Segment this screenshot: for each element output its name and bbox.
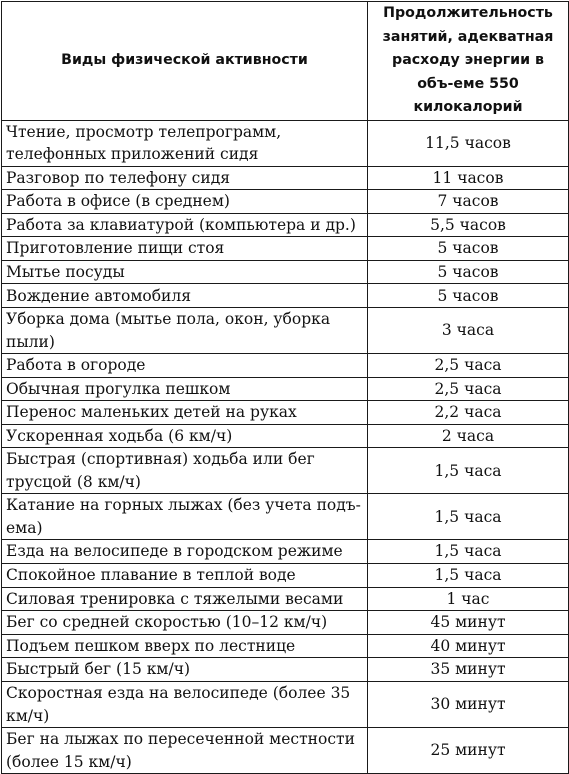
table-row bbox=[2, 682, 569, 728]
duration-cell: 2 часа bbox=[368, 424, 569, 448]
activity-cell: Быстрый бег (15 км/ч) bbox=[2, 658, 368, 682]
duration-cell: 1,5 часа bbox=[368, 494, 569, 540]
table-row bbox=[2, 448, 569, 494]
activity-cell: Катание на горных лыжах (без учета подъ-ема) bbox=[2, 494, 368, 540]
duration-cell: 1,5 часа bbox=[368, 540, 569, 564]
table-row bbox=[2, 494, 569, 540]
table-row bbox=[2, 424, 569, 448]
activity-cell: Ускоренная ходьба (6 км/ч) bbox=[2, 424, 368, 448]
table-row bbox=[2, 658, 569, 682]
table-row bbox=[2, 213, 569, 237]
table-row bbox=[2, 308, 569, 354]
duration-cell: 5 часов bbox=[368, 260, 569, 284]
duration-cell: 25 минут bbox=[368, 728, 569, 774]
activity-cell: Быстрая (спортивная) ходьба или бег трусцой (8 км/ч) bbox=[2, 448, 368, 494]
activity-cell: Силовая тренировка с тяжелыми весами bbox=[2, 587, 368, 611]
table-row bbox=[2, 564, 569, 588]
duration-cell: 30 минут bbox=[368, 682, 569, 728]
table-row bbox=[2, 166, 569, 190]
activity-cell: Уборка дома (мытье пола, окон, уборка пыли) bbox=[2, 308, 368, 354]
duration-cell: 35 минут bbox=[368, 658, 569, 682]
activity-cell: Спокойное плавание в теплой воде bbox=[2, 564, 368, 588]
activity-cell: Приготовление пищи стоя bbox=[2, 237, 368, 261]
activity-cell: Работа в огороде bbox=[2, 354, 368, 378]
header-duration: Продолжительность занятий, адекватная расходу энергии в объ-еме 550 килокалорий bbox=[368, 2, 569, 121]
activity-cell: Бег со средней скоростью (10–12 км/ч) bbox=[2, 611, 368, 635]
table-row bbox=[2, 634, 569, 658]
activity-cell: Разговор по телефону сидя bbox=[2, 166, 368, 190]
table-row bbox=[2, 260, 569, 284]
activity-energy-table bbox=[1, 1, 569, 774]
duration-cell: 3 часа bbox=[368, 308, 569, 354]
activity-cell: Езда на велосипеде в городском режиме bbox=[2, 540, 368, 564]
duration-cell: 7 часов bbox=[368, 190, 569, 214]
duration-cell: 1,5 часа bbox=[368, 564, 569, 588]
duration-cell: 5,5 часов bbox=[368, 213, 569, 237]
table-row bbox=[2, 401, 569, 425]
duration-cell: 1,5 часа bbox=[368, 448, 569, 494]
duration-cell: 45 минут bbox=[368, 611, 569, 635]
activity-cell: Чтение, просмотр телепрограмм, телефонных приложений сидя bbox=[2, 120, 368, 166]
duration-cell: 5 часов bbox=[368, 284, 569, 308]
activity-cell: Подъем пешком вверх по лестнице bbox=[2, 634, 368, 658]
activity-cell: Перенос маленьких детей на руках bbox=[2, 401, 368, 425]
table-row bbox=[2, 728, 569, 774]
activity-cell: Работа в офисе (в среднем) bbox=[2, 190, 368, 214]
table-header bbox=[2, 2, 569, 121]
table-row bbox=[2, 237, 569, 261]
table-row bbox=[2, 611, 569, 635]
activity-cell: Скоростная езда на велосипеде (более 35 км/ч) bbox=[2, 682, 368, 728]
header-row bbox=[2, 2, 569, 121]
activity-cell: Вождение автомобиля bbox=[2, 284, 368, 308]
duration-cell: 2,2 часа bbox=[368, 401, 569, 425]
activity-cell: Мытье посуды bbox=[2, 260, 368, 284]
duration-cell: 40 минут bbox=[368, 634, 569, 658]
duration-cell: 11,5 часов bbox=[368, 120, 569, 166]
table-row bbox=[2, 284, 569, 308]
table-row bbox=[2, 120, 569, 166]
table-row bbox=[2, 190, 569, 214]
table-row bbox=[2, 377, 569, 401]
activity-cell: Обычная прогулка пешком bbox=[2, 377, 368, 401]
table-row bbox=[2, 354, 569, 378]
table-row bbox=[2, 587, 569, 611]
table-row bbox=[2, 540, 569, 564]
header-activity: Виды физической активности bbox=[2, 2, 368, 121]
table-body bbox=[2, 120, 569, 774]
duration-cell: 2,5 часа bbox=[368, 377, 569, 401]
duration-cell: 11 часов bbox=[368, 166, 569, 190]
duration-cell: 5 часов bbox=[368, 237, 569, 261]
activity-cell: Работа за клавиатурой (компьютера и др.) bbox=[2, 213, 368, 237]
duration-cell: 2,5 часа bbox=[368, 354, 569, 378]
duration-cell: 1 час bbox=[368, 587, 569, 611]
activity-cell: Бег на лыжах по пересеченной местности (более 15 км/ч) bbox=[2, 728, 368, 774]
